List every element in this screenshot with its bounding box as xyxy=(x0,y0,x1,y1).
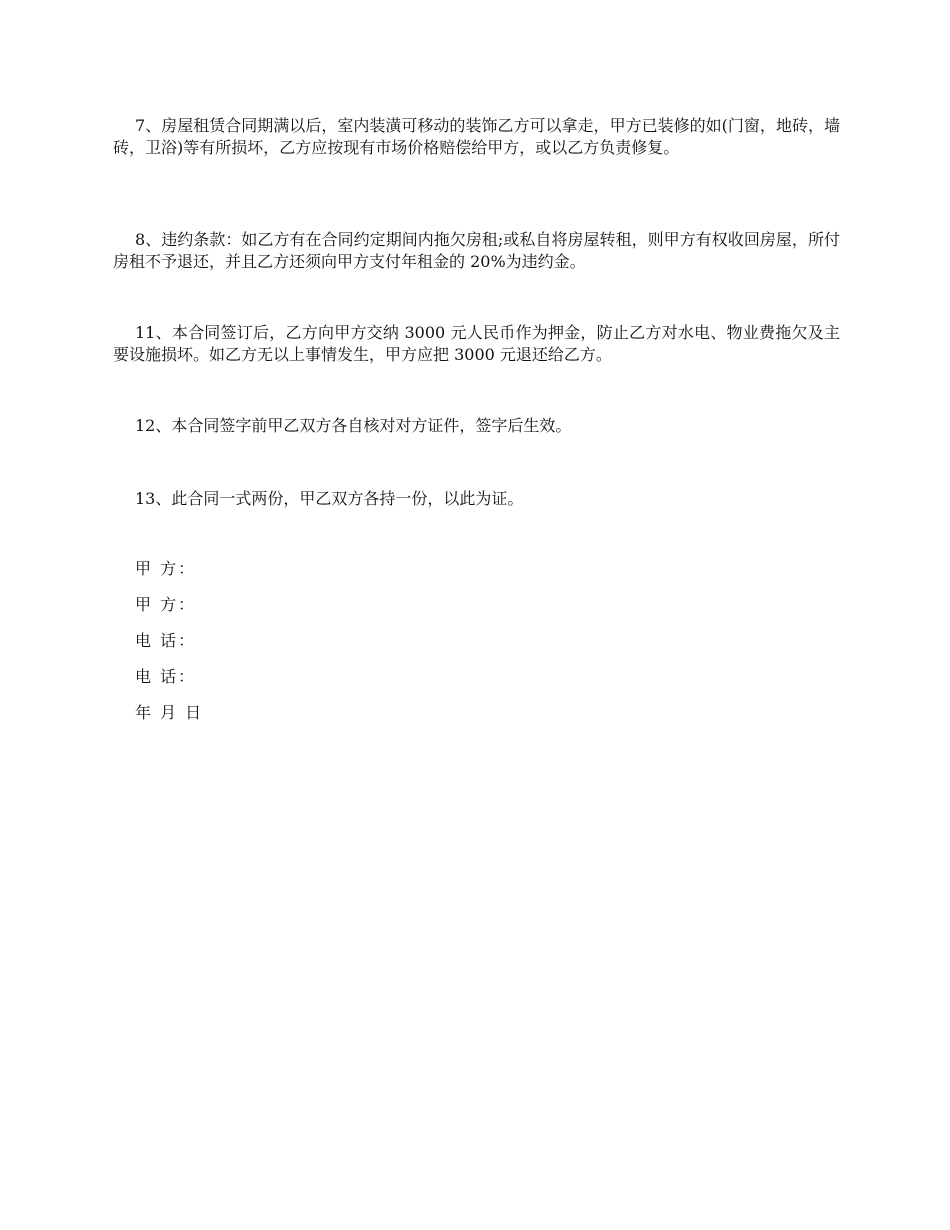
signature-date-label: 年 月 日 xyxy=(135,703,204,722)
clause-8-breach-terms: 8、违约条款：如乙方有在合同约定期间内拖欠房租;或私自将房屋转租，则甲方有权收回房屋，所付房租不予退还，并且乙方还须向甲方支付年租金的 20%为违约金。 xyxy=(113,230,840,271)
clause-13-copies: 13、此合同一式两份，甲乙双方各持一份，以此为证。 xyxy=(135,489,524,508)
signature-phone-label-2: 电 话： xyxy=(135,667,197,686)
clause-12-effective: 12、本合同签字前甲乙双方各自核对对方证件，签字后生效。 xyxy=(135,416,572,435)
signature-party-a-label-2: 甲 方： xyxy=(135,595,197,614)
clause-11-deposit: 11、本合同签订后，乙方向甲方交纳 3000 元人民币作为押金，防止乙方对水电、物业费拖欠及主要设施损坏。如乙方无以上事情发生，甲方应把 3000 元退还给乙方。 xyxy=(113,323,840,364)
signature-party-a-label: 甲 方： xyxy=(135,559,197,578)
signature-phone-label: 电 话： xyxy=(135,631,197,650)
clause-7: 7、房屋租赁合同期满以后，室内装潢可移动的装饰乙方可以拿走，甲方已装修的如(门窗，地砖，墙砖，卫浴)等有所损坏，乙方应按现有市场价格赔偿给甲方，或以乙方负责修复。 xyxy=(113,116,840,157)
